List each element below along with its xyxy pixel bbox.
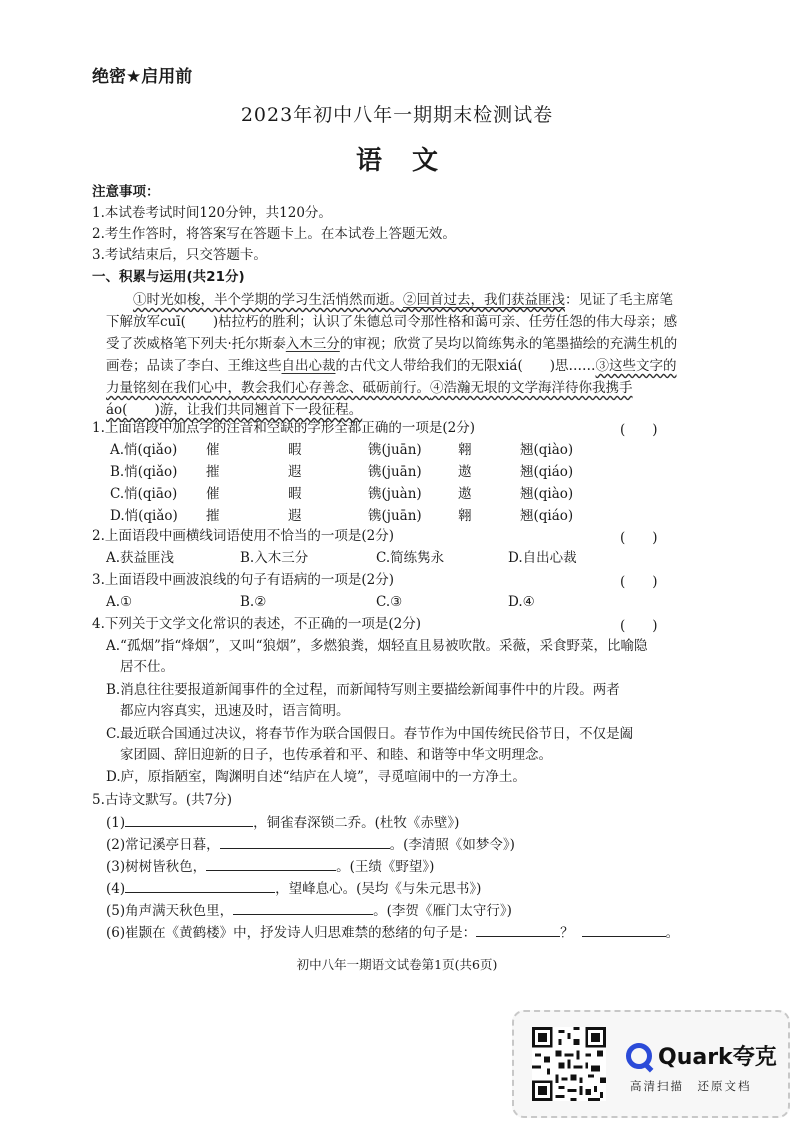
question-4-stem: 4.下列关于文学文化常识的表述，不正确的一项是(2分) — [92, 616, 422, 632]
q1-option-cell: 暇 — [288, 486, 302, 502]
quark-brand-text: Quark夸克 — [658, 1045, 777, 1070]
q1-option-cell: A.悄(qiǎo) — [110, 442, 178, 458]
q1-option-cell: 翘(qiào) — [520, 442, 574, 458]
scan-watermark — [512, 1010, 790, 1118]
confidential-label: 绝密★启用前 — [92, 67, 193, 87]
answer-paren: ( ) — [620, 618, 658, 634]
sentence-2: ②回首过去，我们获益匪浅 — [403, 292, 565, 308]
q1-option-cell: 镌(juān) — [368, 442, 422, 458]
q3-option-d: D.④ — [508, 594, 535, 610]
underlined-term: 自出心裁 — [281, 358, 336, 374]
q1-option-cell: 摧 — [206, 464, 220, 480]
recitation-line-6: (6)崔颢在《黄鹤楼》中，抒发诗人归思难禁的愁绪的句子是： ？ 。 — [106, 922, 679, 943]
recitation-line-3: (3)树树皆秋色， 。(王绩《野望》) — [106, 856, 434, 877]
q4-option-a: A.“孤烟”指“烽烟”，又叫“狼烟”，多燃狼粪，烟轻直且易被吹散。采薇，采食野菜，比喻隐 — [106, 638, 648, 654]
reading-passage — [106, 289, 681, 421]
q3-option-a: A.① — [106, 594, 133, 610]
recitation-line-1: (1) ，铜雀春深锁二乔。(杜牧《赤壁》) — [106, 812, 459, 833]
underlined-term: 入木三分 — [285, 336, 340, 352]
q4-option-b: B.消息往往要报道新闻事件的全过程，而新闻特写则主要描绘新闻事件中的片段。两者 — [106, 682, 620, 698]
note-item: 3.考试结束后，只交答题卡。 — [92, 247, 267, 263]
q2-option-d: D.自出心裁 — [508, 550, 577, 566]
note-item: 2.考生作答时，将答案写在答题卡上。在本试卷上答题无效。 — [92, 226, 456, 242]
q1-option-row — [110, 440, 610, 460]
page-footer: 初中八年一期语文试卷第1页(共6页) — [296, 957, 498, 972]
answer-paren: ( ) — [620, 530, 658, 546]
passage-text: ：见证了毛主席笔下解放军cuī( )枯拉朽的胜利；认识了朱德总司令那性格和蔼可亲、任劳任怨的伟大母亲；感受了茨威格笔下列夫·托尔斯泰 — [106, 292, 678, 352]
q1-option-cell: 暇 — [288, 442, 302, 458]
q4-option-b-cont: 都应内容真实，迅速及时，语言简明。 — [120, 703, 350, 719]
q2-option-c: C.简练隽永 — [376, 550, 445, 566]
q1-option-cell: 镌(juān) — [368, 464, 422, 480]
q4-option-d: D.庐，原指陋室，陶渊明自述“结庐在人境”，寻觅喧闹中的一方净土。 — [106, 769, 526, 785]
q1-option-cell: 催 — [206, 442, 220, 458]
q3-option-c: C.③ — [376, 594, 403, 610]
q1-option-row — [110, 484, 610, 504]
q2-option-b: B.入木三分 — [240, 550, 309, 566]
q1-option-cell: B.悄(qiǎo) — [110, 464, 178, 480]
q1-option-cell: 遨 — [458, 464, 472, 480]
qr-code-icon — [532, 1027, 606, 1101]
q1-option-cell: 翱 — [458, 442, 472, 458]
question-5-stem: 5.古诗文默写。(共7分) — [92, 792, 233, 808]
answer-paren: ( ) — [620, 574, 658, 590]
q1-option-cell: 催 — [206, 486, 220, 502]
q3-option-b: B.② — [240, 594, 267, 610]
recitation-line-4: (4) ，望峰息心。(吴均《与朱元思书》) — [106, 878, 481, 899]
q1-option-cell: C.悄(qiāo) — [110, 486, 178, 502]
question-3-stem: 3.上面语段中画波浪线的句子有语病的一项是(2分) — [92, 572, 395, 588]
q4-option-c-cont: 家团圆、辞旧迎新的日子，也传承着和平、和睦、和谐等中华文明理念。 — [120, 747, 552, 763]
q1-option-cell: 翘(qiáo) — [520, 508, 574, 524]
quark-tagline: 高清扫描 还原文档 — [630, 1079, 752, 1093]
q1-option-cell: 翱 — [458, 508, 472, 524]
subject-title: 语文 — [355, 146, 468, 176]
q1-option-cell: 镌(juān) — [368, 508, 422, 524]
sentence-3: ③这些文字的力量铭刻在我们心中，教会我们心存善念、砥砺前行。 — [106, 358, 677, 396]
notes-title: 注意事项： — [92, 184, 160, 200]
quark-logo-icon — [626, 1043, 652, 1069]
quark-logo — [626, 1040, 777, 1071]
question-1-stem: 1.上面语段中加点字的注音和空缺的字形全都正确的一项是(2分) — [92, 420, 476, 436]
section-title: 一、积累与运用(共21分) — [92, 269, 245, 285]
note-item: 1.本试卷考试时间120分钟，共120分。 — [92, 205, 332, 221]
passage-text: 的古代文人带给我们的无限xiá( )思…… — [335, 358, 596, 374]
q1-option-row — [110, 462, 610, 482]
q1-option-cell: 遐 — [288, 464, 302, 480]
q1-option-cell: 遐 — [288, 508, 302, 524]
sentence-4: ④浩瀚无垠的文学海洋待你我携手áo( )游，让我们共同翘首下一段征程。 — [106, 380, 633, 418]
q4-option-a-cont: 居不仕。 — [120, 659, 174, 675]
q1-option-cell: 翘(qiào) — [520, 486, 574, 502]
passage-text: 的审视；欣赏了吴均以简练隽永的笔墨描绘的充满生机的画卷；品读了李白、王维这些 — [106, 336, 678, 374]
question-2-stem: 2.上面语段中画横线词语使用不恰当的一项是(2分) — [92, 528, 395, 544]
sentence-1: ①时光如梭，半个学期的学习生活悄然而逝。 — [133, 292, 403, 308]
recitation-line-2: (2)常记溪亭日暮， 。(李清照《如梦令》) — [106, 834, 515, 855]
recitation-line-5: (5)角声满天秋色里， 。(李贺《雁门太守行》) — [106, 900, 512, 921]
q4-option-c: C.最近联合国通过决议，将春节作为联合国假日。春节作为中国传统民俗节日，不仅是阖 — [106, 726, 634, 742]
exam-title: 2023年初中八年一期期末检测试卷 — [240, 104, 554, 126]
q1-option-cell: 遨 — [458, 486, 472, 502]
q1-option-cell: 翘(qiáo) — [520, 464, 574, 480]
q1-option-cell: 镌(juàn) — [368, 486, 422, 502]
answer-paren: ( ) — [620, 422, 658, 438]
q1-option-row — [110, 506, 610, 526]
q2-option-a: A.获益匪浅 — [106, 550, 175, 566]
q1-option-cell: 摧 — [206, 508, 220, 524]
q1-option-cell: D.悄(qiǎo) — [110, 508, 178, 524]
